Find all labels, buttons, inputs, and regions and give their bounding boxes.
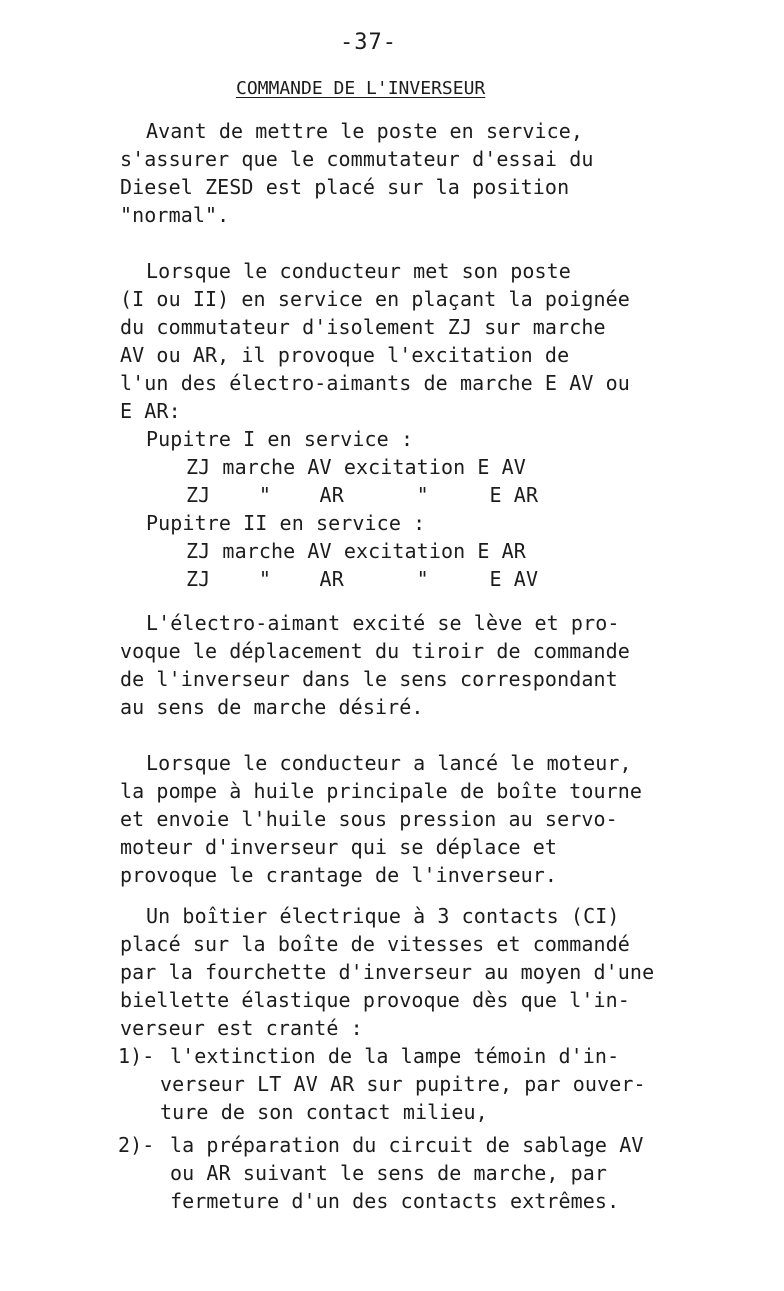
paragraph-2-line-3: du commutateur d'isolement ZJ sur marche [120,315,606,339]
paragraph-5-line-3: par la fourchette d'inverseur au moyen d'une [120,960,655,984]
page-title: COMMANDE DE L'INVERSEUR [236,78,486,99]
paragraph-1-line-4: "normal". [120,203,230,227]
pupitre-2-row-1: ZJ marche AV excitation E AR [186,539,526,563]
paragraph-3-line-1: L'électro-aimant excité se lève et pro- [146,611,620,635]
paragraph-5-line-1: Un boîtier électrique à 3 contacts (CI) [146,904,620,928]
paragraph-3-line-4: au sens de marche désiré. [120,695,424,719]
paragraph-1-line-2: s'assurer que le commutateur d'essai du [120,147,594,171]
list-item-1-line-1: l'extinction de la lampe témoin d'in- [170,1044,620,1068]
pupitre-1-row-2: ZJ " AR " E AR [186,483,539,507]
list-item-1-marker: 1)- [118,1044,155,1068]
paragraph-5-line-5: verseur est cranté : [120,1016,363,1040]
paragraph-4-line-1: Lorsque le conducteur a lancé le moteur, [146,751,632,775]
list-item-1-line-3: ture de son contact milieu, [160,1100,488,1124]
paragraph-3-line-3: de l'inverseur dans le sens correspondant [120,667,618,691]
list-item-2-line-3: fermeture d'un des contacts extrêmes. [170,1189,620,1213]
page-number: -37- [340,30,397,55]
paragraph-2-line-2: (I ou II) en service en plaçant la poignée [120,287,630,311]
paragraph-1-line-3: Diesel ZESD est placé sur la position [120,175,570,199]
paragraph-4-line-5: provoque le crantage de l'inverseur. [120,863,558,887]
paragraph-4-line-2: la pompe à huile principale de boîte tourne [120,779,643,803]
pupitre-1-heading: Pupitre I en service : [146,427,414,451]
paragraph-4-line-4: moteur d'inverseur qui se déplace et [120,835,558,859]
paragraph-4-line-3: et envoie l'huile sous pression au servo- [120,807,618,831]
pupitre-2-row-2: ZJ " AR " E AV [186,567,539,591]
paragraph-2-line-5: l'un des électro-aimants de marche E AV ou [120,371,630,395]
list-item-2-marker: 2)- [118,1133,155,1157]
paragraph-2-line-1: Lorsque le conducteur met son poste [146,259,571,283]
paragraph-5-line-4: biellette élastique provoque dès que l'in- [120,988,630,1012]
paragraph-2-line-6: E AR: [120,399,181,423]
paragraph-5-line-2: placé sur la boîte de vitesses et commandé [120,932,630,956]
paragraph-2-line-4: AV ou AR, il provoque l'excitation de [120,343,570,367]
pupitre-1-row-1: ZJ marche AV excitation E AV [186,455,526,479]
paragraph-3-line-2: voque le déplacement du tiroir de commande [120,639,630,663]
list-item-2-line-2: ou AR suivant le sens de marche, par [170,1161,608,1185]
list-item-1-line-2: verseur LT AV AR sur pupitre, par ouver- [160,1072,646,1096]
list-item-2-line-1: la préparation du circuit de sablage AV [170,1133,644,1157]
paragraph-1-line-1: Avant de mettre le poste en service, [146,119,584,143]
pupitre-2-heading: Pupitre II en service : [146,511,426,535]
